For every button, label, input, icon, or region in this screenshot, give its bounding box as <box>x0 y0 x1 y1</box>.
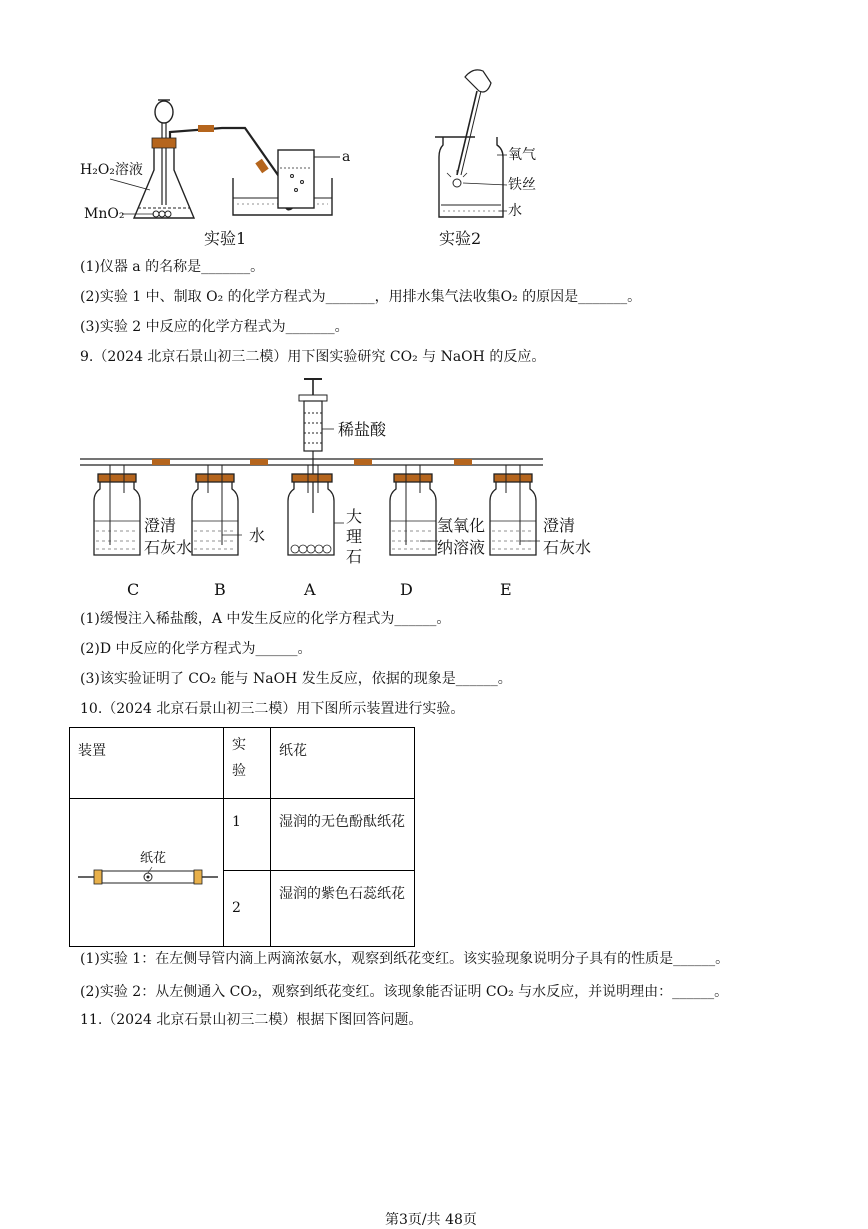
q10-part1: (1)实验 1：在左侧导管内滴上两滴浓氨水，观察到纸花变红。该实验现象说明分子具有的性质是______。 <box>80 951 730 967</box>
bottle-letter-a: A <box>304 580 316 599</box>
exp-number-cell: 2 <box>224 871 271 947</box>
q10-part2: (2)实验 2：从左侧通入 CO₂，观察到纸花变红。该现象能否证明 CO₂ 与水反应，并说明理由：______。 <box>80 984 729 1000</box>
flower-cell: 湿润的无色酚酞纸花 <box>271 799 415 871</box>
page-number: 第3页/共 48页 <box>385 1212 477 1228</box>
bottle-letter-d: D <box>400 580 413 599</box>
q8-part2: (2)实验 1 中、制取 O₂ 的化学方程式为_______，用排水集气法收集O₂ 的原因是_______。 <box>80 289 642 305</box>
header-device: 装置 <box>70 728 224 799</box>
h2o2-label: H₂O₂溶液 <box>80 162 143 178</box>
q11-stem: 11.（2024 北京石景山初三二模）根据下图回答问题。 <box>80 1012 423 1028</box>
bottle-letter-b: B <box>214 580 226 599</box>
bottle-c-liquid-line2: 石灰水 <box>144 538 193 557</box>
q8-part1: (1)仪器 a 的名称是_______。 <box>80 259 265 275</box>
caption-experiment-2: 实验2 <box>439 229 482 248</box>
q9-stem: 9.（2024 北京石景山初三二模）用下图实验研究 CO₂ 与 NaOH 的反应。 <box>80 349 546 365</box>
bottle-a-solid-line2: 理 <box>346 527 363 546</box>
bottle-letter-c: C <box>127 580 140 599</box>
q10-stem: 10.（2024 北京石景山初三二模）用下图所示装置进行实验。 <box>80 701 465 717</box>
bottle-e-liquid-line1: 澄清 <box>543 516 576 535</box>
exp-number-cell: 1 <box>224 799 271 871</box>
flower-cell: 湿润的紫色石蕊纸花 <box>271 871 415 947</box>
header-experiment: 实 验 <box>224 728 271 799</box>
header-paper-flower: 纸花 <box>271 728 415 799</box>
q9-part3: (3)该实验证明了 CO₂ 能与 NaOH 发生反应，依据的现象是______。 <box>80 671 512 687</box>
water-label: 水 <box>508 203 522 219</box>
device-paper-flower-label: 纸花 <box>140 850 167 866</box>
iron-wire-label: 铁丝 <box>508 177 536 193</box>
instrument-a-label: a <box>342 149 351 165</box>
bottle-d-liquid-line1: 氢氧化 <box>437 516 486 535</box>
q8-part3: (3)实验 2 中反应的化学方程式为_______。 <box>80 319 349 335</box>
mno2-label: MnO₂ <box>84 206 125 222</box>
table-row <box>70 799 415 871</box>
device-cell <box>70 799 224 947</box>
bottle-b-liquid: 水 <box>249 526 266 545</box>
oxygen-label: 氧气 <box>508 147 536 163</box>
bottle-a-solid-line3: 石 <box>346 547 363 566</box>
q9-part2: (2)D 中反应的化学方程式为______。 <box>80 641 312 657</box>
dilute-hcl-label: 稀盐酸 <box>338 420 387 439</box>
experiment-2-apparatus <box>425 65 545 225</box>
bottle-c-liquid-line1: 澄清 <box>144 516 177 535</box>
bottle-letter-e: E <box>500 580 512 599</box>
bottle-d-liquid-line2: 纳溶液 <box>437 538 486 557</box>
experiment-table <box>69 727 415 947</box>
glass-tube-device <box>78 865 218 889</box>
q9-part1: (1)缓慢注入稀盐酸，A 中发生反应的化学方程式为______。 <box>80 611 451 627</box>
caption-experiment-1: 实验1 <box>204 229 247 248</box>
bottle-a-solid-line1: 大 <box>346 507 363 526</box>
bottle-e-liquid-line2: 石灰水 <box>543 538 592 557</box>
table-header-row <box>70 728 415 799</box>
